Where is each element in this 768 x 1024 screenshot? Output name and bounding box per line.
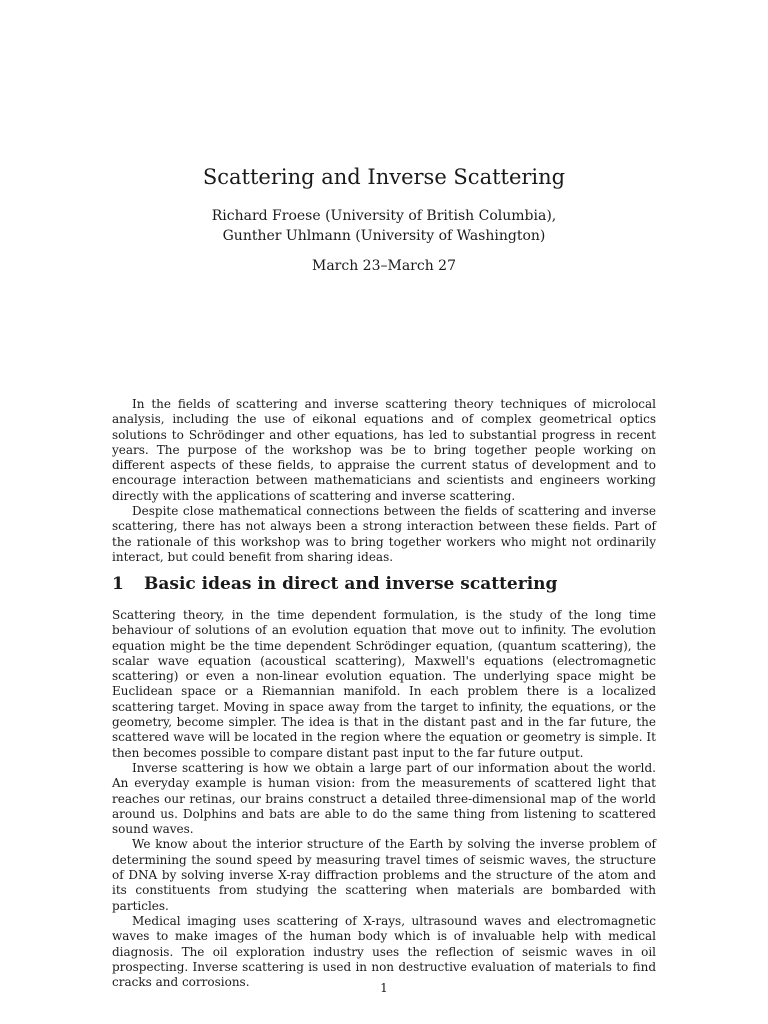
author-block <box>0 206 768 246</box>
author-line: Gunther Uhlmann (University of Washington) <box>222 228 546 244</box>
body-paragraph: Scattering theory, in the time dependent formulation, is the study of the long time behaviour of solutions of an evolution equation that move out to infinity. The evolution equation might be the time dependent Schrödinger equation, (quantum scattering), the scalar wave equation (acoustical scattering), Maxwell's equations (electromagnetic scattering) or even a non-linear evolution equation. The underlying space might be Euclidean space or a Riemannian manifold. In each problem there is a localized scattering target. Moving in space away from the target to infinity, the equations, or the geometry, become simpler. The idea is that in the distant past and in the far future, the scattered wave will be located in the region where the equation or geometry is simple. It then becomes possible to compare distant past input to the far future output. <box>112 608 656 760</box>
abstract <box>112 397 656 565</box>
paper-title: Scattering and Inverse Scattering <box>202 165 566 189</box>
page-number: 1 <box>380 981 388 995</box>
body-paragraph: Inverse scattering is how we obtain a large part of our information about the world. An everyday example is human vision: from the measurements of scattered light that reaches our retinas, our brains construct a detailed three-dimensional map of the world around us. Dolphins and bats are able to do the same thing from listening to scattered sound waves. <box>112 760 656 837</box>
section-heading <box>112 574 672 594</box>
abstract-paragraph: In the fields of scattering and inverse scattering theory techniques of microlocal analysis, including the use of eikonal equations and of complex geometrical optics solutions to Schrödinger and other equations, has led to substantial progress in recent years. The purpose of the workshop was be to bring together people working on different aspects of these fields, to appraise the current status of development and to encourage interaction between mathematicians and scientists and engineers working directly with the applications of scattering and inverse scattering. <box>112 397 656 503</box>
workshop-dates: March 23–March 27 <box>312 258 456 274</box>
abstract-paragraph: Despite close mathematical connections between the fields of scattering and inverse scattering, there has not always been a strong interaction between these fields. Part of the rationale of this workshop was to bring together workers who might not ordinarily interact, but could benefit from sharing ideas. <box>112 504 656 564</box>
section-body <box>112 608 656 990</box>
author-line: Richard Froese (University of British Columbia), <box>211 208 557 224</box>
section-number: 1 <box>112 574 124 594</box>
section-title: Basic ideas in direct and inverse scattering <box>144 574 558 594</box>
body-paragraph: Medical imaging uses scattering of X-rays, ultrasound waves and electromagnetic waves to make images of the human body which is of invaluable help with medical diagnosis. The oil exploration industry uses the reflection of seismic waves in oil prospecting. Inverse scattering is used in non destructive evaluation of materials to find cracks and corrosions. <box>112 913 656 990</box>
body-paragraph: We know about the interior structure of the Earth by solving the inverse problem of determining the sound speed by measuring travel times of seismic waves, the structure of DNA by solving inverse X-ray diffraction problems and the structure of the atom and its constituents from studying the scattering when materials are bombarded with particles. <box>112 837 656 913</box>
